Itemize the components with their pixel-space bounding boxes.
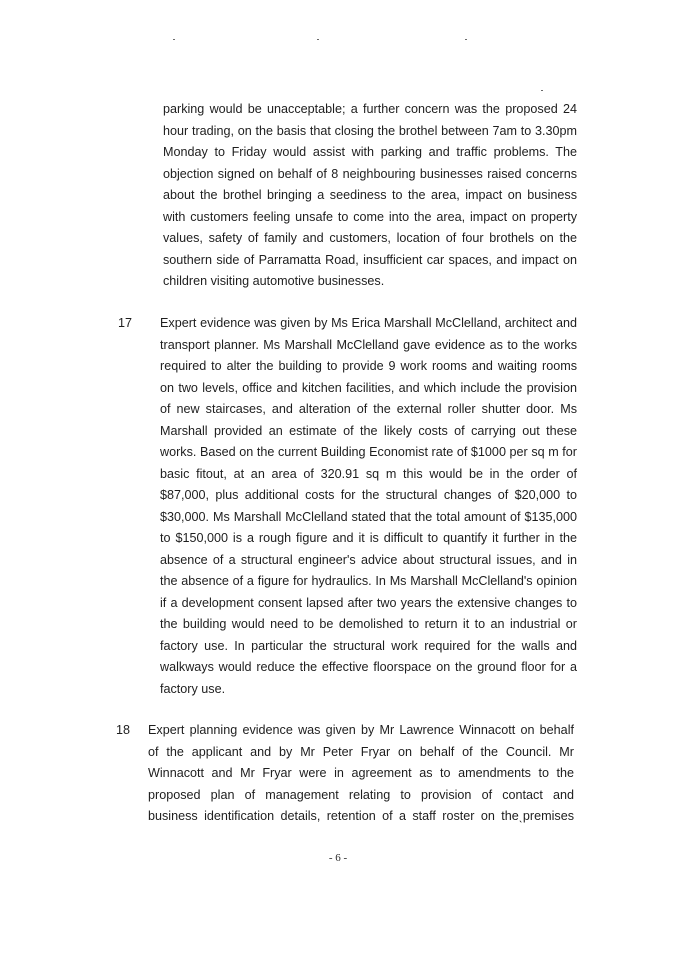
paragraph-body: [160, 313, 577, 700]
paragraph-line: parking would be unacceptable; a further concern was the proposed 24: [163, 102, 577, 116]
paragraph-line: works. Based on the current Building Economist rate of $1000 per sq m for: [160, 445, 577, 459]
scan-speck: [317, 39, 319, 40]
paragraph-line: absence of a structural engineer's advice about structural issues, and in: [160, 552, 577, 567]
paragraph-line: $30,000. Ms Marshall McClelland stated that the total amount of $135,000: [160, 509, 577, 524]
paragraph-line: the building would need to be demolished to return it to an industrial or: [160, 617, 577, 631]
paragraph-line: required to alter the building to provide 9 work rooms and waiting rooms: [160, 359, 577, 373]
paragraph-line: Marshall provided an estimate of the likely costs of carrying out these: [160, 423, 577, 438]
scan-speck: [541, 90, 543, 91]
paragraph-line: if a development consent lapsed after two years the extensive changes to: [160, 595, 577, 610]
paragraph-line: $87,000, plus additional costs for the structural changes of $20,000 to: [160, 488, 577, 502]
paragraph-line: Expert planning evidence was given by Mr Lawrence Winnacott on behalf: [148, 723, 574, 737]
paragraph-line: about the brothel bringing a seediness to the area, impact on business: [163, 188, 577, 202]
page-number: - 6 -: [328, 852, 348, 864]
paragraph-line: walkways would reduce the effective floorspace on the ground floor for a: [160, 660, 577, 674]
paragraph-line: of the applicant and by Mr Peter Fryar on behalf of the Council. Mr: [148, 744, 574, 759]
paragraph-line: factory use.: [160, 681, 226, 696]
paragraph-number: 17: [118, 316, 133, 330]
paragraph-line: factory use. In particular the structural work required for the walls and: [160, 638, 577, 653]
paragraph-line: business identification details, retention of a staff roster on theˎpremises: [148, 809, 574, 823]
paragraph-line: Winnacott and Mr Fryar were in agreement as to amendments to the: [148, 766, 574, 780]
paragraph-line: with customers feeling unsafe to come into the area, impact on property: [163, 209, 577, 224]
paragraph-line: basic fitout, at an area of 320.91 sq m this would be in the order of: [160, 466, 577, 481]
paragraph-line: transport planner. Ms Marshall McClelland gave evidence as to the works: [160, 337, 577, 352]
paragraph-line: the absence of a figure for hydraulics. In Ms Marshall McClelland's opinion: [160, 574, 577, 588]
paragraph-line: Expert evidence was given by Ms Erica Marshall McClelland, architect and: [160, 316, 577, 330]
paragraph-line: hour trading, on the basis that closing the brothel between 7am to 3.30pm: [163, 123, 577, 138]
paragraph-body: [148, 720, 574, 828]
paragraph-line: children visiting automotive businesses.: [163, 274, 385, 288]
scan-speck: [173, 39, 175, 40]
paragraph-line: on two levels, office and kitchen facilities, and which include the provision: [160, 380, 577, 395]
paragraph-line: Monday to Friday would assist with parking and traffic problems. The: [163, 145, 577, 159]
paragraph-line: proposed plan of management relating to provision of contact and: [148, 787, 574, 802]
scan-speck: [465, 39, 467, 40]
paragraph-body: [163, 99, 577, 293]
paragraph-number: 18: [116, 723, 131, 737]
paragraph-line: southern side of Parramatta Road, insufficient car spaces, and impact on: [163, 252, 577, 267]
paragraph-line: of new staircases, and alteration of the external roller shutter door. Ms: [160, 402, 577, 416]
paragraph-line: to $150,000 is a rough figure and it is difficult to quantify it further in the: [160, 531, 577, 545]
paragraph-line: values, safety of family and customers, location of four brothels on the: [163, 231, 577, 245]
paragraph-line: objection signed on behalf of 8 neighbouring businesses raised concerns: [163, 166, 577, 181]
